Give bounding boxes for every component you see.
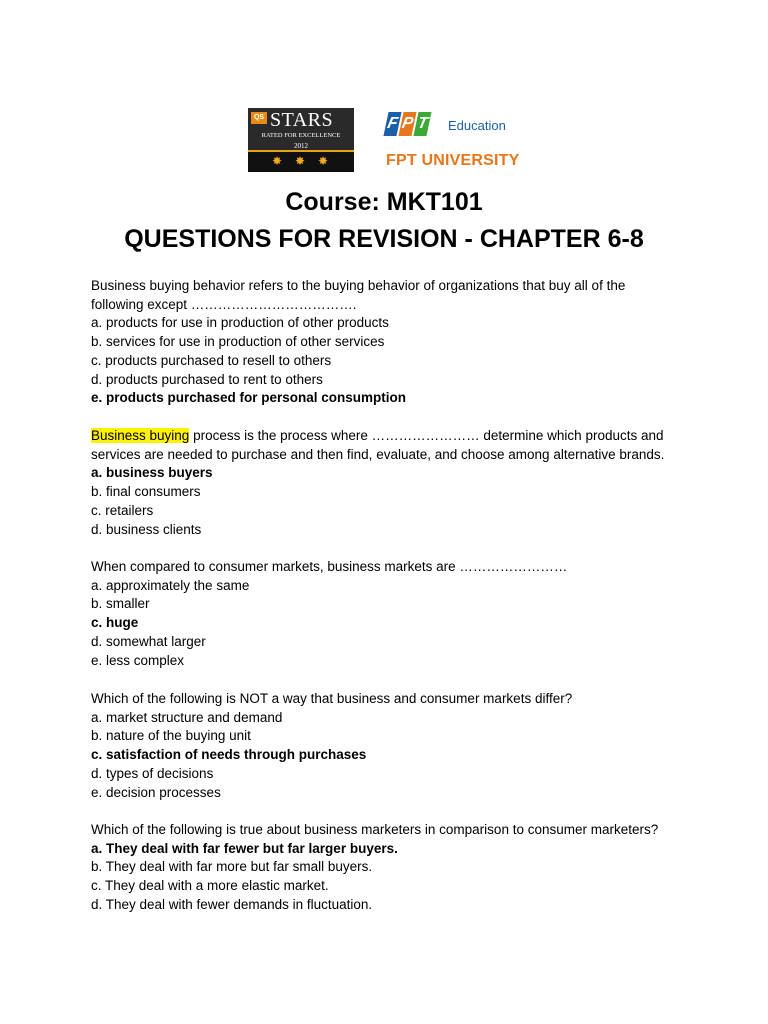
- question-text: When compared to consumer markets, business markets are ……………………: [91, 559, 568, 574]
- question-3: [91, 558, 691, 670]
- answer-option: c. satisfaction of needs through purchases: [91, 747, 367, 763]
- fpt-letter-t: T: [413, 112, 431, 136]
- option: c. products purchased to resell to others: [91, 352, 332, 368]
- option: d. They deal with fewer demands in fluctuation.: [91, 896, 373, 912]
- qs-rated: RATED FOR EXCELLENCE: [261, 132, 341, 139]
- star-icon: ✸: [295, 154, 306, 168]
- highlighted-text: Business buying: [91, 428, 190, 443]
- question-1: [91, 277, 691, 408]
- question-text: Which of the following is true about business marketers in comparison to consumer marketers?: [91, 822, 659, 837]
- qs-year: 2012: [294, 142, 308, 150]
- page-title: QUESTIONS FOR REVISION - CHAPTER 6-8: [124, 225, 644, 253]
- question-4: [91, 690, 691, 802]
- question-text: following except ……………………………….: [91, 296, 357, 312]
- course-title: Course: MKT101: [285, 188, 483, 216]
- star-icon: ✸: [318, 154, 329, 168]
- option: c. They deal with a more elastic market.: [91, 878, 329, 894]
- answer-option: e. products purchased for personal consumption: [91, 390, 407, 406]
- option: a. market structure and demand: [91, 709, 283, 725]
- question-text: Business buying process is the process where …………………… determine which products and: [91, 428, 664, 443]
- option: b. final consumers: [91, 484, 201, 500]
- option: e. decision processes: [91, 784, 221, 800]
- question-text: services are needed to purchase and then find, evaluate, and choose among alternative brands.: [91, 446, 665, 462]
- star-icon: ✸: [272, 154, 283, 168]
- option: b. smaller: [91, 596, 150, 612]
- question-text: Business buying behavior refers to the buying behavior of organizations that buy all of the: [91, 278, 626, 293]
- header-logos: [248, 106, 528, 174]
- option: d. business clients: [91, 521, 202, 537]
- option: a. products for use in production of other products: [91, 315, 389, 331]
- fpt-letter-f: F: [383, 112, 401, 136]
- fpt-university-label: FPT UNIVERSITY: [386, 152, 520, 169]
- option: d. products purchased to rent to others: [91, 371, 323, 387]
- option: c. retailers: [91, 502, 154, 518]
- question-5: [91, 821, 691, 915]
- question-2: [91, 427, 691, 539]
- qs-badge: QS: [251, 112, 267, 124]
- option: e. less complex: [91, 652, 185, 668]
- option: b. They deal with far more but far small buyers.: [91, 859, 373, 875]
- fpt-education-label: Education: [448, 118, 506, 133]
- option: a. approximately the same: [91, 577, 250, 593]
- fpt-logo: [385, 112, 430, 138]
- fpt-letter-p: P: [398, 112, 416, 136]
- option: d. types of decisions: [91, 765, 214, 781]
- qs-star-band: [248, 150, 354, 172]
- option: d. somewhat larger: [91, 633, 206, 649]
- qs-title: STARS: [270, 109, 334, 131]
- qs-stars-logo: [248, 108, 354, 172]
- answer-option: a. They deal with far fewer but far larger buyers.: [91, 840, 398, 856]
- question-text: Which of the following is NOT a way that business and consumer markets differ?: [91, 691, 573, 706]
- option: b. services for use in production of other services: [91, 334, 385, 350]
- option: b. nature of the buying unit: [91, 728, 251, 744]
- answer-option: c. huge: [91, 615, 139, 631]
- answer-option: a. business buyers: [91, 465, 213, 481]
